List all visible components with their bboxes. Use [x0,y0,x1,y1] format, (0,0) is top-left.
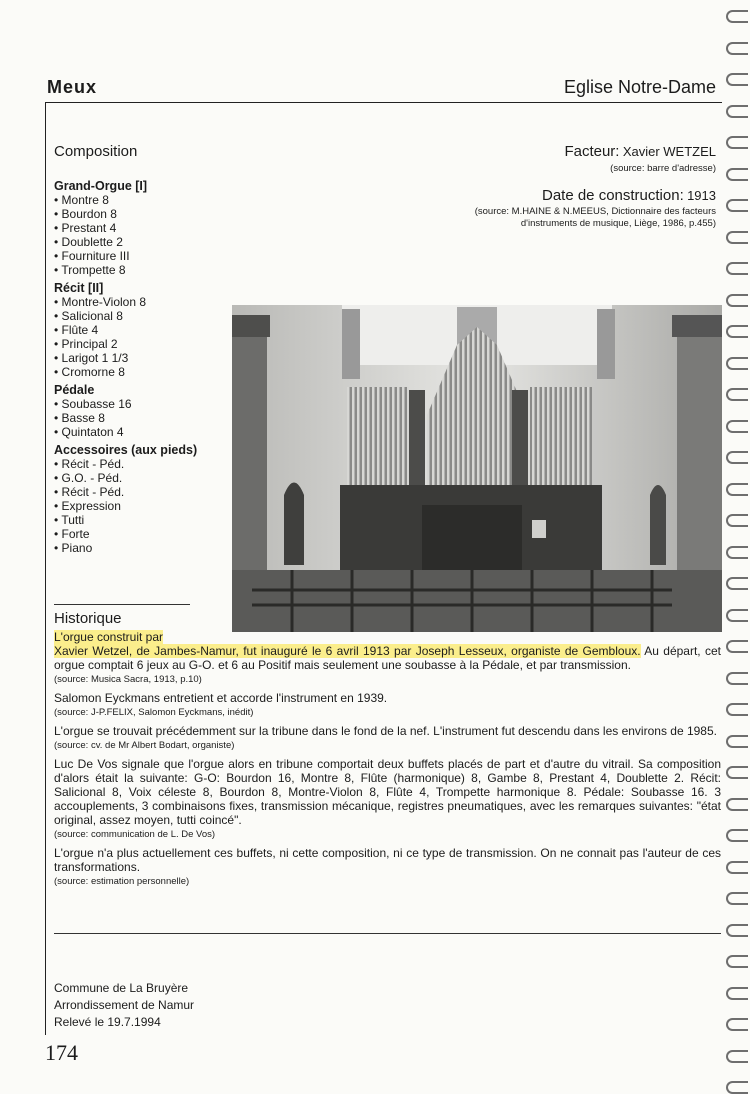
stop-item [54,411,224,425]
place-name: Meux [47,77,98,97]
history-source-4: (source: communication de L. De Vos) [54,829,216,840]
binding-ring [726,953,750,966]
bullet-icon: • [54,425,62,439]
footer-arrondissement: Arrondissement de Namur [54,998,195,1012]
binding-ring [726,197,750,210]
stop-name: Quintaton 4 [61,425,124,439]
stop-item [54,471,224,485]
stop-name: Expression [61,499,121,513]
binding-ring [726,796,750,809]
history-text-3: L'orgue se trouvait précédemment sur la tribune dans le fond de la nef. L'instrument fut descendu dans les environs de 1985. [54,724,717,738]
binding-ring [726,733,750,746]
stop-name: Larigot 1 1/3 [61,351,129,365]
stop-name: Fourniture III [61,249,130,263]
bullet-icon: • [54,207,62,221]
history-text [54,630,721,893]
bullet-icon: • [54,309,62,323]
footer-commune: Commune de La Bruyère [54,981,189,995]
bullet-icon: • [54,365,62,379]
binding-ring [726,40,750,53]
binding-ring [726,71,750,84]
stop-item [54,193,224,207]
binding-ring [726,890,750,903]
bullet-icon: • [54,235,62,249]
binding-ring [726,323,750,336]
bottom-rule [54,933,721,934]
history-rule [54,604,190,605]
stop-item [54,397,224,411]
stop-item [54,309,224,323]
stop-item [54,365,224,379]
bullet-icon: • [54,337,62,351]
bullet-icon: • [54,351,62,365]
stop-item [54,513,224,527]
history-paragraph-1 [54,630,721,687]
stop-name: Récit - Péd. [61,457,125,471]
bullet-icon: • [54,513,62,527]
history-text-1: Au départ, cet orgue comptait 6 jeux au G-O. et 6 au Positif mais seulement une soubasse à la Pédale, et par transmission. [54,644,721,672]
builder-label: Facteur: [564,143,620,160]
stop-name: Soubasse 16 [61,397,132,411]
stop-name: Récit - Péd. [61,485,125,499]
bullet-icon: • [54,527,62,541]
page-number: 174 [45,1040,78,1065]
binding-ring [726,229,750,242]
binding-ring [726,166,750,179]
stop-name: G.O. - Péd. [61,471,123,485]
construction-year: 1913 [687,188,716,203]
stop-item [54,323,224,337]
bullet-icon: • [54,411,62,425]
stop-item [54,527,224,541]
construction-source-line1: (source: M.HAINE & N.MEEUS, Dictionnaire des facteurs [474,206,716,217]
stop-name: Cromorne 8 [61,365,125,379]
history-text-4: Luc De Vos signale que l'orgue alors en tribune comportait deux buffets placés de part et d'autre du vitrail. Sa composition d'alors était la suivante: G-O: Bourdon 16, Montre 8, Flûte (harmonique) 8, Gambe 8, Prestant 4, Doublette 2. Récit: Salicional 8, Voix céleste 8, Bourdon 8, Montre-Violon 8, Flûte 4, Trompette harmonique 8. Pédale: Soubasse 16. 3 accouplements, 3 combinaisons fixes, transmission mécanique, registres pneumatiques, avec les remarques suivantes: "état original, assez moyen, tutti coincé". [54,757,721,827]
construction-block [316,189,716,203]
history-paragraph-5 [54,846,721,889]
binding-ring [726,575,750,588]
stop-name: Montre-Violon 8 [61,295,147,309]
bullet-icon: • [54,323,62,337]
division-title: Récit [II] [54,281,104,295]
builder-block [416,145,716,159]
history-paragraph-3 [54,724,721,753]
bullet-icon: • [54,397,62,411]
builder-source: (source: barre d'adresse) [610,163,716,174]
division-title: Grand-Orgue [I] [54,179,148,193]
history-title: Historique [54,610,122,627]
stop-name: Flûte 4 [61,323,99,337]
binding-ring [726,512,750,525]
footer [54,980,194,1031]
history-source-3: (source: cv. de Mr Albert Bodart, organiste) [54,740,235,751]
history-source-5: (source: estimation personnelle) [54,876,190,887]
history-text-2: Salomon Eyckmans entretient et accorde l'instrument en 1939. [54,691,388,705]
stop-name: Trompette 8 [61,263,126,277]
stop-name: Montre 8 [61,193,109,207]
binding-ring [726,1048,750,1061]
binding-ring [726,449,750,462]
stop-name: Bourdon 8 [61,207,117,221]
stop-item [54,263,224,277]
binding-ring [726,701,750,714]
stop-item [54,541,224,555]
stop-item [54,235,224,249]
history-paragraph-2 [54,691,721,720]
stoplist [54,175,224,555]
binding-ring [726,607,750,620]
builder-name: Xavier WETZEL [622,144,716,159]
history-text-5: L'orgue n'a plus actuellement ces buffets, ni cette composition, ni ce type de transmission. On ne connait pas l'auteur de ces transformations. [54,846,721,874]
binding-ring [726,260,750,273]
highlighted-text-2: Xavier Wetzel, de Jambes-Namur, fut inauguré le 6 avril 1913 par Joseph Lesseux, organiste de Gembloux. [54,644,641,658]
bullet-icon: • [54,485,62,499]
binding-ring [726,922,750,935]
construction-source-line2: d'instruments de musique, Liège, 1986, p.455) [520,218,716,229]
stop-item [54,425,224,439]
stop-name: Salicional 8 [61,309,123,323]
organ-photo [232,305,722,632]
binding-ring [726,134,750,147]
stop-item [54,485,224,499]
binding-ring [726,985,750,998]
stop-name: Basse 8 [61,411,105,425]
bullet-icon: • [54,263,62,277]
binding-ring [726,827,750,840]
binding-ring [726,764,750,777]
stop-name: Prestant 4 [61,221,117,235]
stop-item [54,457,224,471]
division-title: Pédale [54,383,95,397]
church-name: Eglise Notre-Dame [563,77,716,97]
binding-ring [726,103,750,116]
binding-ring [726,670,750,683]
binding-ring [726,481,750,494]
stop-item [54,337,224,351]
stop-item [54,351,224,365]
highlighted-text-1: L'orgue construit par [54,630,164,644]
history-source-2: (source: J-P.FELIX, Salomon Eyckmans, inédit) [54,707,254,718]
binding-ring [726,355,750,368]
bullet-icon: • [54,499,62,513]
stop-name: Principal 2 [61,337,118,351]
bullet-icon: • [54,295,62,309]
bullet-icon: • [54,471,62,485]
bullet-icon: • [54,541,62,555]
binding-ring [726,292,750,305]
bullet-icon: • [54,221,62,235]
bullet-icon: • [54,249,62,263]
stop-item [54,295,224,309]
binding-ring [726,418,750,431]
construction-label: Date de construction: [541,187,684,204]
composition-title: Composition [54,143,138,160]
bullet-icon: • [54,193,62,207]
stop-name: Forte [61,527,90,541]
binding-ring [726,386,750,399]
footer-releve: Relevé le 19.7.1994 [54,1015,161,1029]
stop-name: Doublette 2 [61,235,123,249]
binding-ring [726,859,750,872]
bullet-icon: • [54,457,62,471]
stop-item [54,499,224,513]
history-source-1: (source: Musica Sacra, 1913, p.10) [54,674,202,685]
division-title: Accessoires (aux pieds) [54,443,198,457]
history-paragraph-4 [54,757,721,842]
binding-ring [726,638,750,651]
construction-source [296,206,716,230]
binding-ring [726,8,750,21]
binding-ring [726,1016,750,1029]
binding-ring [726,544,750,557]
stop-item [54,207,224,221]
binding-ring [726,1079,750,1092]
stop-name: Tutti [61,513,85,527]
stop-name: Piano [61,541,93,555]
stop-item [54,221,224,235]
stop-item [54,249,224,263]
